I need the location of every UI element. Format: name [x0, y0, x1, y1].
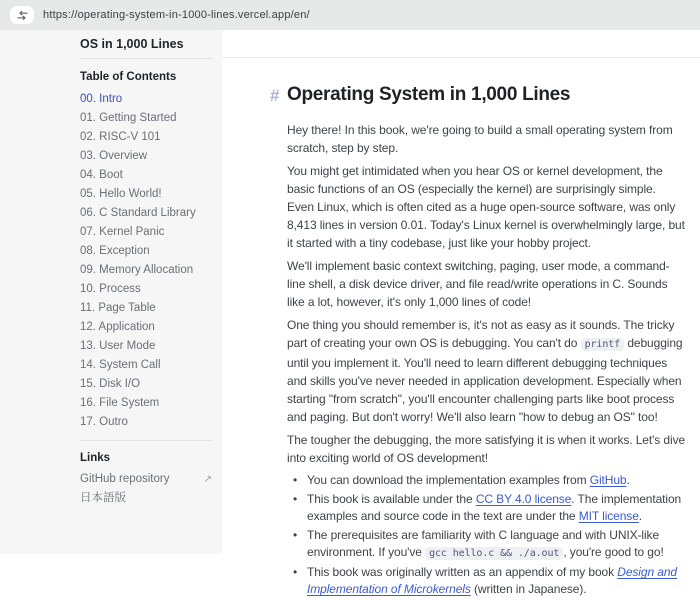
article	[222, 58, 700, 598]
sidebar-divider	[80, 440, 212, 441]
paragraph	[287, 162, 686, 252]
paragraph	[287, 316, 686, 426]
toc-header: Table of Contents	[80, 71, 177, 83]
sidebar-item-05-hello-world[interactable]: 05. Hello World!	[80, 188, 162, 200]
url-text[interactable]: https://operating-system-in-1000-lines.vercel.app/en/	[43, 9, 310, 21]
text-segment: .	[626, 473, 630, 487]
sidebar-link-japanese-version[interactable]	[80, 489, 212, 508]
sidebar-item-02-risc-v-101[interactable]: 02. RISC-V 101	[80, 131, 161, 143]
sidebar-item-16-file-system[interactable]: 16. File System	[80, 397, 160, 409]
sidebar-links	[80, 470, 212, 508]
table-of-contents	[80, 90, 212, 432]
list-item	[291, 472, 686, 489]
text-segment: debugging until you implement it. You'll need to learn different debugging techniques and skills you've never needed in application development. Especially when starting "from scratch", you'll encounter challenging parts like boot process and paging. But don't worry! We'll also learn "how to debug an OS" too!	[287, 336, 683, 424]
list-item	[291, 491, 686, 525]
paragraphs	[287, 121, 686, 467]
sidebar-link-label: GitHub repository	[80, 473, 170, 485]
sidebar	[0, 30, 222, 554]
text-segment: You can download the implementation examples from	[307, 473, 590, 487]
sidebar-item-01-getting-started[interactable]: 01. Getting Started	[80, 112, 177, 124]
header-divider	[222, 30, 700, 58]
text-segment: , you're good to go!	[563, 545, 664, 559]
text-segment: The tougher the debugging, the more satisfying it is when it works. Let's dive into exciting world of OS development!	[287, 433, 686, 465]
text-segment: This book was originally written as an appendix of my book	[307, 565, 618, 579]
list-item	[291, 527, 686, 562]
tab-switcher-icon[interactable]	[10, 6, 34, 24]
text-segment: This book is available under the	[307, 492, 476, 506]
sidebar-link-label: 日本語版	[80, 492, 126, 504]
content-link[interactable]: CC BY 4.0 license	[475, 492, 572, 506]
sidebar-item-11-page-table[interactable]: 11. Page Table	[80, 302, 156, 314]
bullet-list	[287, 472, 686, 598]
list-item	[291, 564, 686, 598]
sidebar-item-07-kernel-panic[interactable]: 07. Kernel Panic	[80, 226, 165, 238]
sidebar-item-04-boot[interactable]: 04. Boot	[80, 169, 123, 181]
paragraph	[287, 121, 686, 157]
sidebar-item-15-disk-i-o[interactable]: 15. Disk I/O	[80, 378, 141, 390]
content-link[interactable]: MIT license	[578, 509, 639, 523]
sidebar-item-03-overview[interactable]: 03. Overview	[80, 150, 148, 162]
text-segment: . The implementation examples and source code in the text are under the	[307, 492, 682, 523]
text-segment: We'll implement basic context switching, paging, user mode, a command-line shell, a disk device driver, and file read/write operations in C. Sounds like a lot, however, it's only 1,000 lines of code!	[287, 259, 670, 309]
heading-anchor-icon[interactable]: #	[270, 86, 280, 105]
sidebar-item-08-exception[interactable]: 08. Exception	[80, 245, 150, 257]
links-header: Links	[80, 452, 111, 464]
external-link-icon: ↗	[203, 473, 212, 485]
page	[0, 30, 700, 596]
inline-code: gcc hello.c && ./a.out	[425, 547, 563, 560]
sidebar-item-10-process[interactable]: 10. Process	[80, 283, 141, 295]
text-segment: .	[638, 509, 643, 523]
text-segment: The prerequisites are familiarity with C language and with UNIX-like environment. If you've	[307, 528, 660, 559]
browser-url-bar[interactable]	[0, 0, 700, 30]
page-heading	[270, 82, 686, 108]
sidebar-item-17-outro[interactable]: 17. Outro	[80, 416, 128, 428]
inline-code: printf	[581, 338, 625, 351]
sidebar-item-13-user-mode[interactable]: 13. User Mode	[80, 340, 156, 352]
paragraph	[287, 431, 686, 467]
site-title[interactable]: OS in 1,000 Lines	[80, 30, 212, 59]
content-link[interactable]: GitHub	[589, 473, 627, 487]
sidebar-item-14-system-call[interactable]: 14. System Call	[80, 359, 161, 371]
main-content-area	[222, 30, 700, 596]
paragraph	[287, 257, 686, 311]
sidebar-item-06-c-standard-library[interactable]: 06. C Standard Library	[80, 207, 196, 219]
page-title: Operating System in 1,000 Lines	[287, 84, 571, 105]
text-segment: One thing you should remember is, it's not as easy as it sounds. The tricky part of creating your own OS is debugging. You can't do	[287, 318, 675, 350]
sidebar-item-00-intro[interactable]: 00. Intro	[80, 93, 123, 105]
sidebar-item-09-memory-allocation[interactable]: 09. Memory Allocation	[80, 264, 194, 276]
content-link[interactable]: Design and Implementation of Microkernels	[307, 565, 677, 596]
text-segment: Hey there! In this book, we're going to build a small operating system from scratch, step by step.	[287, 123, 673, 155]
text-segment: You might get intimidated when you hear OS or kernel development, the basic functions of an OS (especially the kernel) are surprisingly simple. Even Linux, which is often cited as a huge open-source software, was only 8,413 lines in version 0.01. Today's Linux kernel is overwhelmingly large, but it started with a tiny codebase, just like your hobby project.	[287, 164, 685, 250]
sidebar-item-12-application[interactable]: 12. Application	[80, 321, 155, 333]
sidebar-link-github-repository[interactable]	[80, 470, 212, 489]
text-segment: (written in Japanese).	[470, 582, 587, 596]
